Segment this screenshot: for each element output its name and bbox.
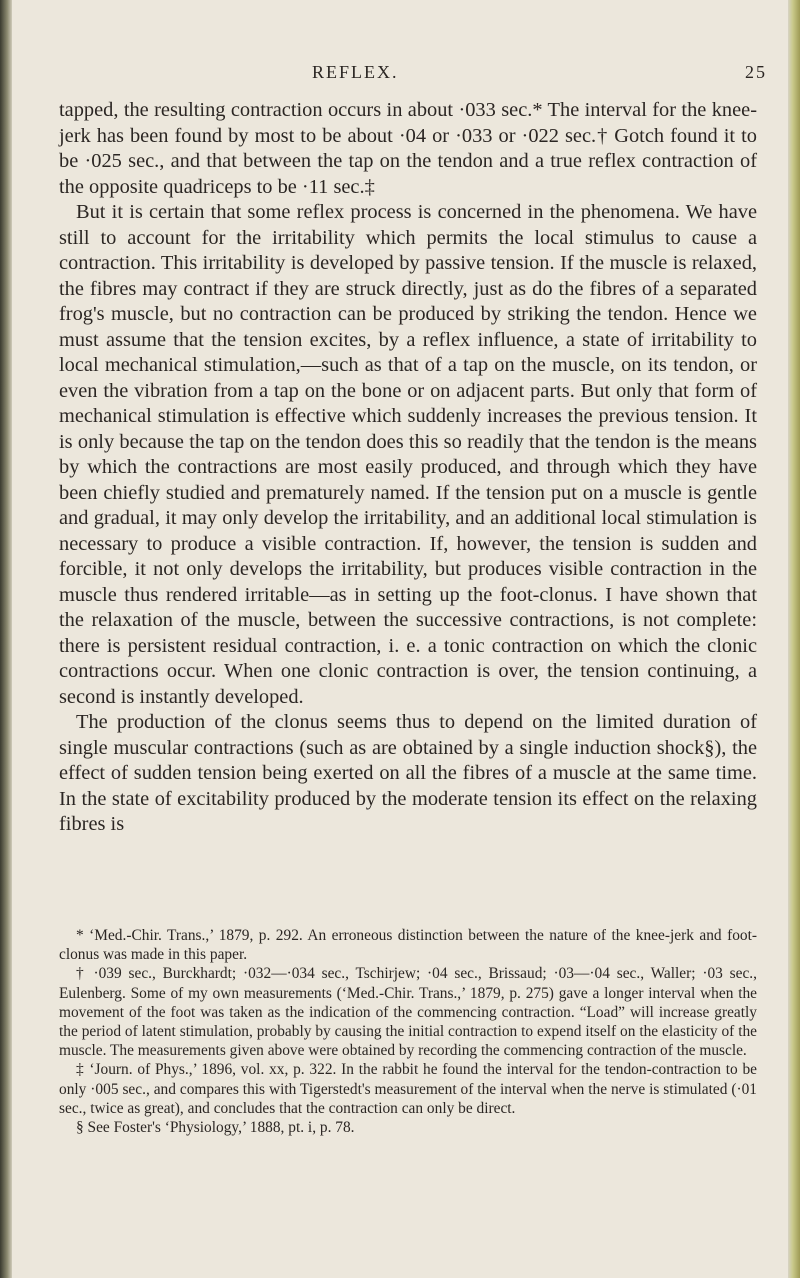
body-text [59, 98, 757, 838]
footnote: § See Foster's ‘Physiology,’ 1888, pt. i, p. 78. [76, 1119, 355, 1137]
footnotes [59, 926, 757, 1137]
scan-right-edge [788, 0, 800, 1278]
scan-left-edge [0, 0, 12, 1278]
paragraph: But it is certain that some reflex process is concerned in the phenomena. We have still to account for the irritability which permits the local stimulus to cause a contraction. This irritability is developed by passive tension. If the muscle is relaxed, the fibres may contract if they are struck directly, just as do the fibres of a separated frog's muscle, but no contraction can be produced by striking the tendon. Hence we must assume that the tension excites, by a reflex influence, a state of irritability to local mechanical stimulation,—such as that of a tap on the muscle, on its tendon, or even the vibration from a tap on the bone or on adjacent parts. But only that form of mechanical stimulation is effective which suddenly increases the previous tension. It is only because the tap on the tendon does this so readily that the tendon is the means by which the contractions are most easily produced, and through which they have been chiefly studied and prematurely named. If the tension put on a muscle is gentle and gradual, it may only develop the irritability, and an additional local stimulation is necessary to produce a visible contraction. If, however, the tension is sudden and forcible, it not only develops the irritability, but produces visible contraction in the muscle thus rendered irritable—as in setting up the foot-clonus. I have shown that the relaxation of the muscle, between the successive contractions, is not complete: there is persistent residual contraction, i. e. a tonic contraction on which the clonic contractions occur. When one clonic contraction is over, the tension continuing, a second is instantly developed. [59, 201, 757, 708]
footnote: * ‘Med.-Chir. Trans.,’ 1879, p. 292. An erroneous distinction between the nature of the knee-jerk and foot-clonus was made in this paper. [59, 927, 757, 964]
page-header [12, 62, 788, 92]
footnote: † ·039 sec., Burckhardt; ·032—·034 sec., Tschirjew; ·04 sec., Brissaud; ·03—·04 sec., Waller; ·03 sec., Eulenberg. Some of my own measurements (‘Med.-Chir. Trans.,’ 1879, p. 275) gave a longer interval when the movement of the foot was taken as the indication of the commencing contraction. “Load” will increase greatly the period of latent stimulation, probably by causing the initial contraction to expend itself on the elasticity of the muscle. The measurements given above were obtained by recording the commencing contraction of the muscle. [59, 965, 757, 1060]
book-page [12, 0, 788, 1278]
paragraph: tapped, the resulting contraction occurs in about ·033 sec.* The interval for the knee-jerk has been found by most to be about ·04 or ·033 or ·022 sec.† Gotch found it to be ·025 sec., and that between the tap on the tendon and a true reflex contraction of the opposite quadriceps to be ·11 sec.‡ [59, 99, 757, 198]
page-number: 25 [745, 62, 767, 82]
running-head: REFLEX. [312, 62, 399, 82]
paragraph: The production of the clonus seems thus to depend on the limited duration of single muscular contractions (such as are obtained by a single induction shock§), the effect of sudden tension being exerted on all the fibres of a muscle at the same time. In the state of excitability produced by the moderate tension its effect on the relaxing fibres is [59, 711, 757, 835]
footnote: ‡ ‘Journ. of Phys.,’ 1896, vol. xx, p. 322. In the rabbit he found the interval for the tendon-contraction to be only ·005 sec., and compares this with Tigerstedt's measurement of the interval when the nerve is stimulated (·01 sec., twice as great), and concludes that the contraction can only be direct. [59, 1061, 757, 1117]
